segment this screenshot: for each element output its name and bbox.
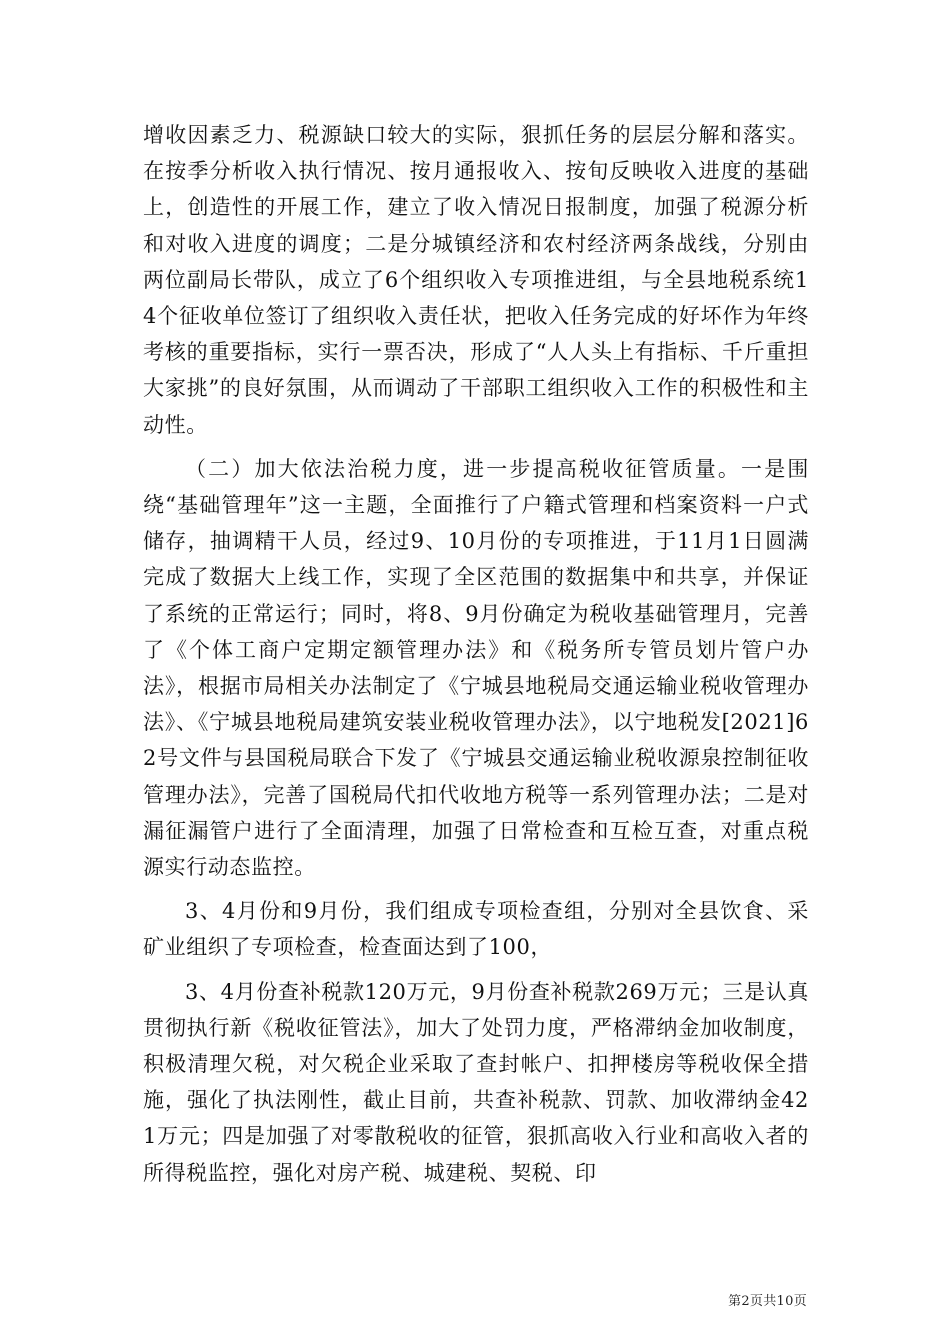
paragraph-4: 3、4月份查补税款120万元，9月份查补税款269万元；三是认真贯彻执行新《税收征管法》，加大了处罚力度，严格滞纳金加收制度，积极清理欠税，对欠税企业采取了查封帐户、扣押楼房等税收保全措施，强化了执法刚性，截止目前，共查补税款、罚款、加收滞纳金421万元；四是加强了对零散税收的征管，狠抓高收入行业和高收入者的所得税监控，强化对房产税、城建税、契税、印	[143, 979, 809, 1185]
paragraph-2: （二）加大依法治税力度，进一步提高税收征管质量。一是围绕“基础管理年”这一主题，全面推行了户籍式管理和档案资料一户式储存，抽调精干人员，经过9、10月份的专项推进，于11月1日圆满完成了数据大上线工作，实现了全区范围的数据集中和共享，并保证了系统的正常运行；同时，将8、9月份确定为税收基础管理月，完善了《个体工商户定期定额管理办法》和《税务所专管员划片管户办法》，根据市局相关办法制定了《宁城县地税局交通运输业税收管理办法》、《宁城县地税局建筑安装业税收管理办法》，以宁地税发[2021]62号文件与县国税局联合下发了《宁城县交通运输业税收源泉控制征收管理办法》，完善了国税局代扣代收地方税等一系列管理办法；二是对漏征漏管户进行了全面清理，加强了日常检查和互检互查，对重点税源实行动态监控。	[143, 456, 809, 880]
paragraph-3: 3、4月份和9月份，我们组成专项检查组，分别对全县饮食、采矿业组织了专项检查，检查面达到了100，	[143, 899, 809, 960]
page-number: 第2页共10页	[728, 1294, 807, 1309]
document-body	[143, 117, 809, 1191]
paragraph-1: 增收因素乏力、税源缺口较大的实际，狠抓任务的层层分解和落实。在按季分析收入执行情况、按月通报收入、按旬反映收入进度的基础上，创造性的开展工作，建立了收入情况日报制度，加强了税源分析和对收入进度的调度；二是分城镇经济和农村经济两条战线，分别由两位副局长带队，成立了6个组织收入专项推进组，与全县地税系统14个征收单位签订了组织收入责任状，把收入任务完成的好坏作为年终考核的重要指标，实行一票否决，形成了“人人头上有指标、千斤重担大家挑”的良好氛围，从而调动了干部职工组织收入工作的积极性和主动性。	[143, 123, 809, 437]
